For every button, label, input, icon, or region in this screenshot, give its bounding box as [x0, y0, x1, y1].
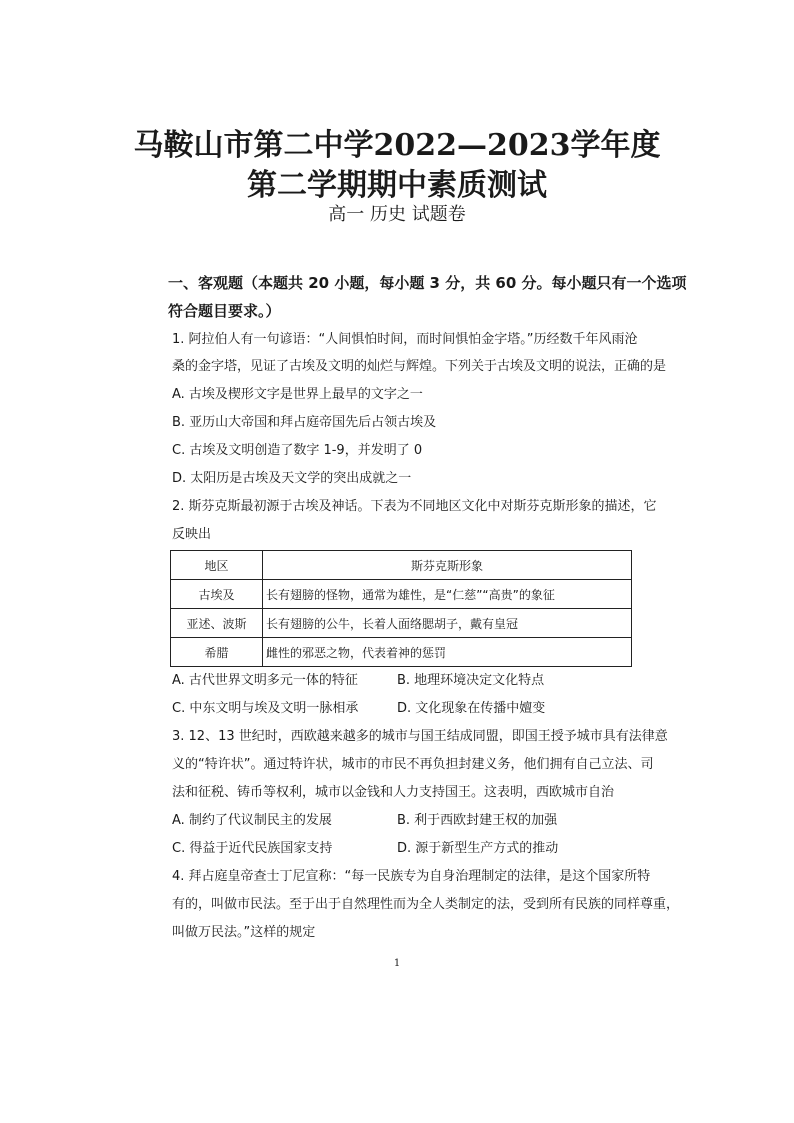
- q3-stem-line1: 3. 12、13 世纪时，西欧越来越多的城市与国王结成同盟，即国王授予城市具有法律意: [172, 729, 668, 744]
- exam-title-line2: 第二学期期中素质测试: [247, 168, 547, 203]
- table-cell-region: 希腊: [171, 638, 263, 667]
- table-cell-region: 亚述、波斯: [171, 609, 263, 638]
- table-header-region: 地区: [171, 551, 263, 580]
- q1-option-c: C. 古埃及文明创造了数字 1-9，并发明了 0: [172, 443, 423, 458]
- q1-option-a: A. 古埃及楔形文字是世界上最早的文字之一: [172, 387, 423, 402]
- table-row: [171, 638, 632, 667]
- table-cell-region: 古埃及: [171, 580, 263, 609]
- table-cell-description: 长有翅膀的怪物，通常为雄性，是“仁慈”“高贵”的象征: [263, 580, 632, 609]
- table-header-image: 斯芬克斯形象: [263, 551, 632, 580]
- q1-option-d: D. 太阳历是古埃及天文学的突出成就之一: [172, 471, 412, 486]
- q3-option-d: D. 源于新型生产方式的推动: [397, 841, 559, 856]
- q3-option-c: C. 得益于近代民族国家支持: [172, 841, 333, 856]
- table-row: [171, 609, 632, 638]
- q4-stem-line3: 叫做万民法。”这样的规定: [172, 925, 316, 940]
- q1-option-b: B. 亚历山大帝国和拜占庭帝国先后占领古埃及: [172, 415, 437, 430]
- q3-option-b: B. 利于西欧封建王权的加强: [397, 813, 558, 828]
- q2-stem-line2: 反映出: [172, 527, 212, 542]
- q2-option-d: D. 文化现象在传播中嬗变: [397, 701, 546, 716]
- section-heading-line2: 符合题目要求。）: [168, 302, 281, 320]
- q4-stem-line2: 有的，叫做市民法。至于出于自然理性而为全人类制定的法，受到所有民族的同样尊重，: [172, 897, 680, 912]
- q1-stem-line1: 1. 阿拉伯人有一句谚语：“人间惧怕时间，而时间惧怕金字塔。”历经数千年风雨沧: [172, 332, 638, 347]
- q4-stem-line1: 4. 拜占庭皇帝查士丁尼宣称：“每一民族专为自身治理制定的法律，是这个国家所特: [172, 869, 651, 884]
- q2-option-b: B. 地理环境决定文化特点: [397, 673, 545, 688]
- q3-option-a: A. 制约了代议制民主的发展: [172, 813, 332, 828]
- table-header-row: [171, 551, 632, 580]
- section-heading-line1: 一、客观题（本题共 20 小题，每小题 3 分，共 60 分。每小题只有一个选项: [168, 274, 687, 292]
- q2-option-c: C. 中东文明与埃及文明一脉相承: [172, 701, 359, 716]
- q3-stem-line2: 义的“特许状”。通过特许状，城市的市民不再负担封建义务，他们拥有自己立法、司: [172, 757, 654, 772]
- exam-title-line1: 马鞍山市第二中学2022—2023学年度: [133, 128, 661, 163]
- table-cell-description: 长有翅膀的公牛，长着人面络腮胡子，戴有皇冠: [263, 609, 632, 638]
- q3-stem-line3: 法和征税、铸币等权利，城市以金钱和人力支持国王。这表明，西欧城市自治: [172, 785, 615, 800]
- q1-stem-line2: 桑的金字塔，见证了古埃及文明的灿烂与辉煌。下列关于古埃及文明的说法，正确的是: [172, 359, 667, 374]
- table-cell-description: 雌性的邪恶之物，代表着神的惩罚: [263, 638, 632, 667]
- sphinx-table: [170, 550, 632, 667]
- page-number: 1: [393, 958, 401, 969]
- q2-stem-line1: 2. 斯芬克斯最初源于古埃及神话。下表为不同地区文化中对斯芬克斯形象的描述，它: [172, 499, 657, 514]
- table-row: [171, 580, 632, 609]
- q2-option-a: A. 古代世界文明多元一体的特征: [172, 673, 358, 688]
- exam-subtitle: 高一 历史 试题卷: [328, 204, 466, 225]
